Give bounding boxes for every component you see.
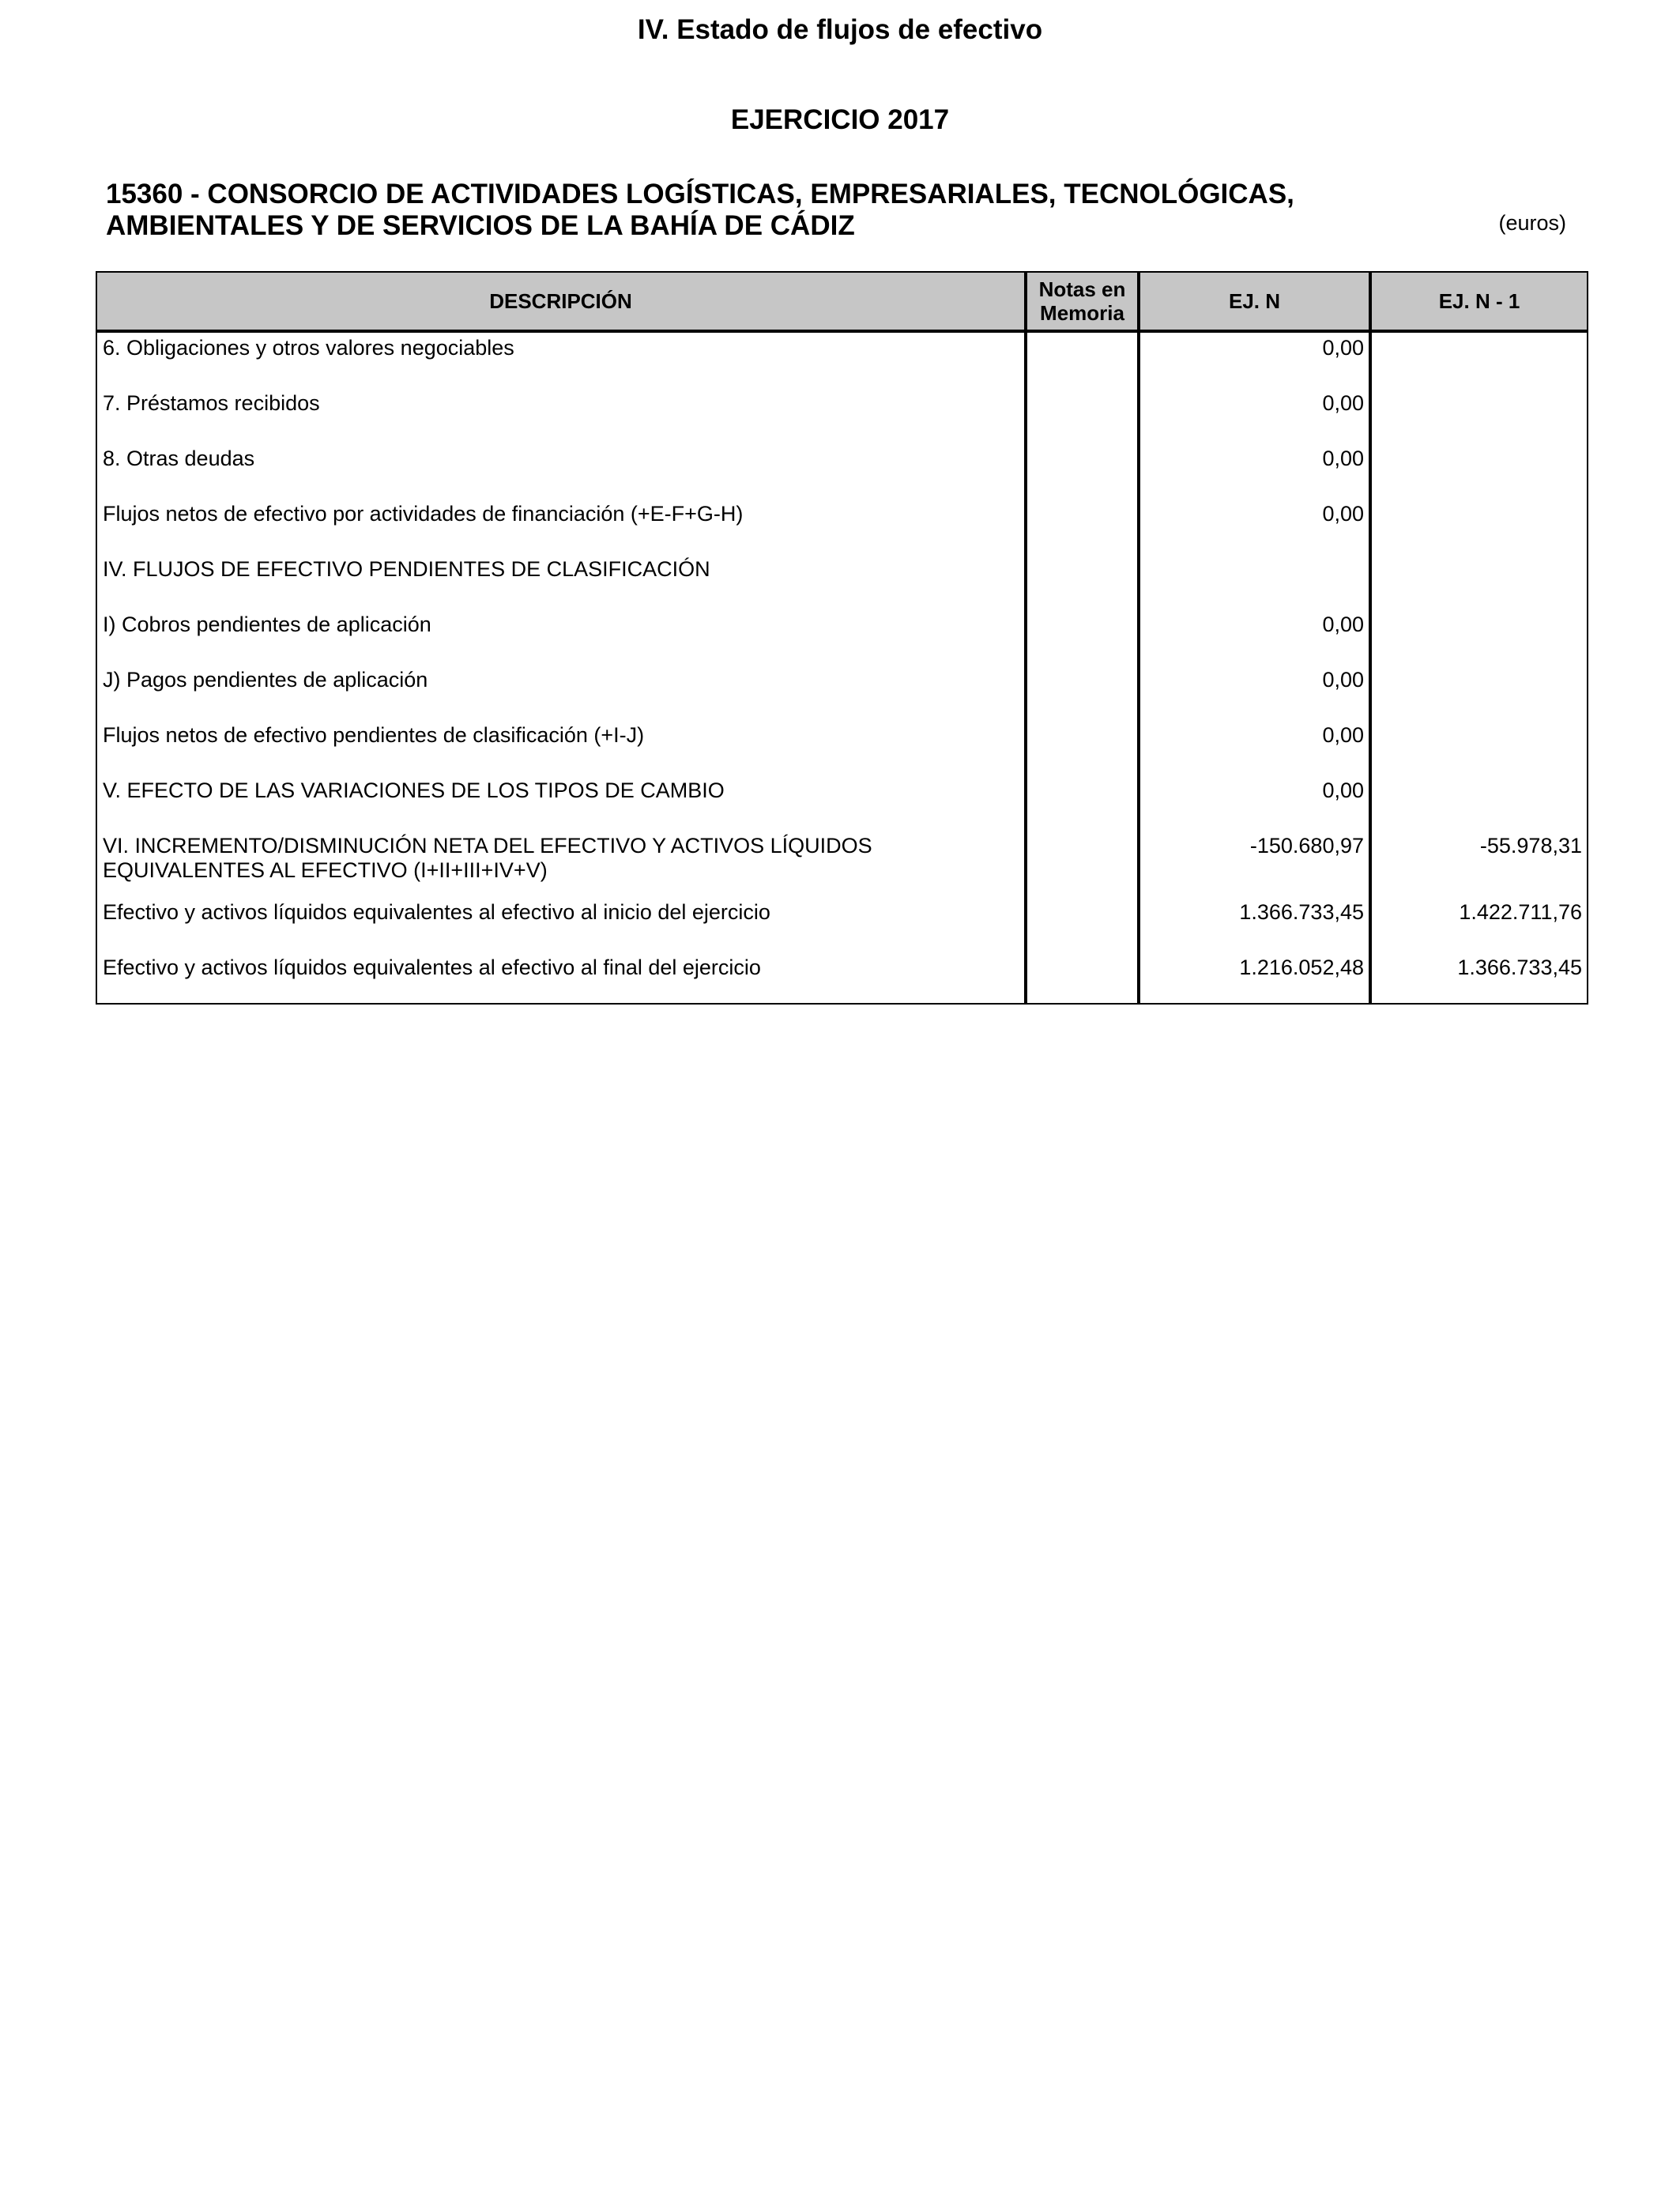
row-previous-value <box>1370 609 1588 665</box>
row-description: 7. Préstamos recibidos <box>96 388 1026 443</box>
row-current-value: 0,00 <box>1139 665 1370 720</box>
table-row <box>96 331 1588 388</box>
row-description: 8. Otras deudas <box>96 443 1026 499</box>
row-notes <box>1026 775 1139 831</box>
row-description: Efectivo y activos líquidos equivalentes al efectivo al inicio del ejercicio <box>96 897 1026 952</box>
row-previous-value: 1.366.733,45 <box>1370 952 1588 1004</box>
row-current-value: 0,00 <box>1139 609 1370 665</box>
table-header <box>96 272 1588 331</box>
row-notes <box>1026 609 1139 665</box>
table-row <box>96 388 1588 443</box>
table-body <box>96 331 1588 1004</box>
row-notes <box>1026 831 1139 897</box>
row-description: 6. Obligaciones y otros valores negociables <box>96 331 1026 388</box>
table-row <box>96 609 1588 665</box>
row-previous-value: 1.422.711,76 <box>1370 897 1588 952</box>
table-row <box>96 554 1588 609</box>
row-current-value: 0,00 <box>1139 775 1370 831</box>
row-current-value: 0,00 <box>1139 331 1370 388</box>
row-notes <box>1026 388 1139 443</box>
header-current-year: EJ. N <box>1139 272 1370 331</box>
row-current-value <box>1139 554 1370 609</box>
row-notes <box>1026 720 1139 775</box>
entity-name-line-1: 15360 - CONSORCIO DE ACTIVIDADES LOGÍSTICAS, EMPRESARIALES, TECNOLÓGICAS, <box>106 179 1294 209</box>
row-current-value: -150.680,97 <box>1139 831 1370 897</box>
row-notes <box>1026 554 1139 609</box>
header-notes-line-2: Memoria <box>1040 301 1124 325</box>
row-previous-value <box>1370 775 1588 831</box>
row-description-line-1: VI. INCREMENTO/DISMINUCIÓN NETA DEL EFECTIVO Y ACTIVOS LÍQUIDOS <box>103 834 872 858</box>
entity-name-line-2: AMBIENTALES Y DE SERVICIOS DE LA BAHÍA DE CÁDIZ <box>106 210 855 241</box>
row-current-value: 0,00 <box>1139 443 1370 499</box>
header-notes <box>1026 272 1139 331</box>
row-previous-value <box>1370 499 1588 554</box>
row-previous-value <box>1370 554 1588 609</box>
row-description: IV. FLUJOS DE EFECTIVO PENDIENTES DE CLASIFICACIÓN <box>96 554 1026 609</box>
row-previous-value <box>1370 665 1588 720</box>
table-row <box>96 443 1588 499</box>
header-notes-line-1: Notas en <box>1038 277 1126 301</box>
table-row <box>96 720 1588 775</box>
row-description: J) Pagos pendientes de aplicación <box>96 665 1026 720</box>
cash-flow-table <box>96 271 1588 1005</box>
row-previous-value <box>1370 720 1588 775</box>
row-previous-value <box>1370 388 1588 443</box>
fiscal-year-heading: EJERCICIO 2017 <box>730 104 950 135</box>
row-description: Flujos netos de efectivo pendientes de clasificación (+I-J) <box>96 720 1026 775</box>
row-description-line-2: EQUIVALENTES AL EFECTIVO (I+II+III+IV+V) <box>103 858 548 882</box>
row-notes <box>1026 443 1139 499</box>
row-previous-value: -55.978,31 <box>1370 831 1588 897</box>
row-description: Efectivo y activos líquidos equivalentes al efectivo al final del ejercicio <box>96 952 1026 1004</box>
row-previous-value <box>1370 443 1588 499</box>
row-previous-value <box>1370 331 1588 388</box>
table-row <box>96 897 1588 952</box>
header-row <box>96 272 1588 331</box>
table-row <box>96 952 1588 1004</box>
row-description: I) Cobros pendientes de aplicación <box>96 609 1026 665</box>
row-current-value: 1.366.733,45 <box>1139 897 1370 952</box>
document-title: IV. Estado de flujos de efectivo <box>637 14 1043 45</box>
row-description: Flujos netos de efectivo por actividades de financiación (+E-F+G-H) <box>96 499 1026 554</box>
row-current-value: 0,00 <box>1139 720 1370 775</box>
row-current-value: 0,00 <box>1139 388 1370 443</box>
row-notes <box>1026 665 1139 720</box>
row-notes <box>1026 331 1139 388</box>
entity-name <box>106 179 1449 242</box>
row-current-value: 0,00 <box>1139 499 1370 554</box>
header-previous-year: EJ. N - 1 <box>1370 272 1588 331</box>
table-row <box>96 831 1588 897</box>
currency-units-label: (euros) <box>1498 211 1566 235</box>
header-description: DESCRIPCIÓN <box>96 272 1026 331</box>
row-notes <box>1026 897 1139 952</box>
table-row <box>96 499 1588 554</box>
row-description: V. EFECTO DE LAS VARIACIONES DE LOS TIPOS DE CAMBIO <box>96 775 1026 831</box>
row-current-value: 1.216.052,48 <box>1139 952 1370 1004</box>
row-description <box>96 831 1026 897</box>
table-row <box>96 775 1588 831</box>
table-row <box>96 665 1588 720</box>
row-notes <box>1026 499 1139 554</box>
row-notes <box>1026 952 1139 1004</box>
